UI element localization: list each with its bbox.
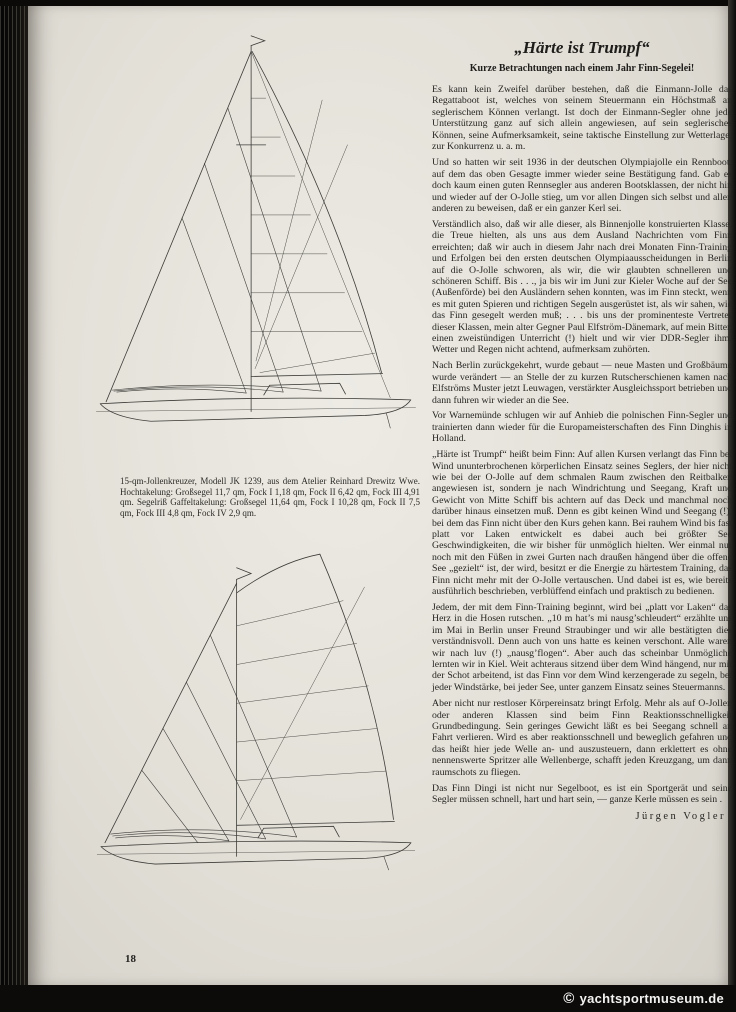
article-paragraph: Und so hatten wir seit 1936 in der deutschen Olympiajolle ein Rennboot, auf dem das oben Gesagte immer wieder seine Bestätigung fand. Gab es doch kaum einen guten Rennsegler aus anderen Bootsklassen, der nicht hin und wieder auf der O-Jolle stieg, um vor allen Dingen sich selbst und allen anderen zu beweisen, daß er ein ganzer Kerl sei. bbox=[432, 157, 732, 215]
boom bbox=[251, 374, 382, 377]
article-body bbox=[432, 84, 732, 822]
article-paragraph: Jedem, der mit dem Finn-Training beginnt, wird bei „platt vor Laken“ das Herz in die Hosen rutschen. „10 m hat’s mi nausg’schleudert“ erzählte uns im Mai in Berlin unser Freund Straubinger und wir alle bestätigten dies verständnisvoll. Denn auch von uns hatte es keinen verschont. Alle waren wir nach luv (!) „nausg’flogen“. Aber auch das scheinbar Unmögliche lernten wir in Kiel. Weit achteraus sitzend über dem Wind hängend, nur mit der Schot arbeitend, ist das Finn vor dem Wind kerzengerade zu segeln, bei jeder Windstärke, bei jeder See, unter ganzem Einsatz seines Steuermanns. bbox=[432, 601, 732, 693]
measurement-diagonal bbox=[240, 587, 364, 819]
forestay bbox=[105, 583, 237, 843]
article-paragraph: Das Finn Dingi ist nicht nur Segelboot, es ist ein Sportgerät und seine Segler müssen schnell, hart und hart sein, — ganze Kerle müssen es sein . bbox=[432, 783, 732, 806]
author-signature: Jürgen Vogler bbox=[635, 810, 726, 822]
article-subtitle: Kurze Betrachtungen nach einem Jahr Finn-Segelei! bbox=[469, 63, 695, 74]
hull bbox=[97, 826, 415, 870]
book-binding-edge bbox=[0, 0, 28, 1012]
page-number: 18 bbox=[125, 953, 136, 965]
article-title: „Härte ist Trumpf“ bbox=[514, 38, 650, 57]
forestay bbox=[106, 51, 251, 401]
article-paragraph: Es kann kein Zweifel darüber bestehen, daß die Einmann-Jolle das Regattaboot ist, welches von seinem Steuermann ein Höchstmaß an seglerischem Können verlangt. Ist doch der Einmann-Segler ohne jede Unterstützung ganz auf sich allein angewiesen, auf sein seglerisches Können, seine Aufmerksamkeit, seine taktische Einstellung zur Wetterlage, zur Konkurrenz u. a. m. bbox=[432, 84, 732, 153]
copyright-icon: © bbox=[563, 989, 575, 1007]
article-paragraph: Vor Warnemünde schlugen wir auf Anhieb die polnischen Finn-Segler und trainierten dann wieder für die Europameisterschaften des Finn Dinghis in Holland. bbox=[432, 410, 732, 445]
foresails bbox=[112, 108, 321, 393]
article-paragraph: „Härte ist Trumpf“ heißt beim Finn: Auf allen Kursen verlangt das Finn bei Wind ununterbrochenen körperlichen Einsatz seines Seglers, der hier nicht wie bei der O-Jolle auf dem schmalen Raum zwischen den Reitbalken angewiesen ist, sondern je nach Windrichtung und Seegang, Kraft und Gewicht von Mitte Schiff bis achtern auf das Deck und manchmal noch darüber hinaus einsetzen muß. Denn es gibt keinen Wind und Seegang (!), bei dem das Finn nicht über den Kurs gehen kann. Bei rauhem Wind bis fast platt vor Laken entwickelt es dabei auch bei größter See Geschwindigkeiten, die wir bisher für unmöglich hielten. Wer einmal nur noch mit den Füßen in zwei Gurten nach draußen hängend über die offene See „gezielt“ ist, der wird, besitzt er die Energie zu härtestem Training, das Finn nicht mehr mit der O-Jolle vertauschen. Und dabei ist es, wie bereits ausführlich beschrieben, verblüffend einfach und praktisch zu bedienen. bbox=[432, 449, 732, 598]
boom bbox=[237, 821, 395, 825]
figure-caption: 15-qm-Jollenkreuzer, Modell JK 1239, aus dem Atelier Reinhard Drewitz Wwe. Hochtakelung: Großsegel 11,7 qm, Fock I 1,18 qm, Fock II 6,42 qm, Fock III 4,91 qm. Segelriß Gaffeltakelung: Großsegel 11,64 qm, Fock I 10,28 qm, Fock II 7,5 qm, Fock III 4,8 qm, Fock IV 2,9 qm. bbox=[120, 476, 420, 519]
figure-column bbox=[66, 30, 426, 897]
article-paragraph: Nach Berlin zurückgekehrt, wurde gebaut — neue Masten und Großbäume wurde verändert — an Stelle der zu kurzen Rutscherschienen kamen nach Elfströms Muster jetzt Leuwagen, verstärkter Ausgleichssport betrieben und dann fuhren wir wieder an die See. bbox=[432, 360, 732, 406]
mainsail-leech bbox=[252, 51, 381, 372]
watermark-text: yachtsportmuseum.de bbox=[579, 990, 724, 1006]
article-paragraph: Aber nicht nur restloser Körpereinsatz bringt Erfolg. Mehr als auf O-Jollen oder anderen Klassen sind beim Finn Reaktionsschnelligkeit Grundbedingung. Sein geringes Gewicht läßt es bei Seegang schnell an Fahrt verlieren. Wird es aber reaktionsschnell und beweglich gefahren und das heißt hier jede Welle an- und auszusteuern, dann erklettert es ohne nennenswerte Spritzer alle Wellenberge, schafft jeden Kreuzgang, um dann raumschots zu fliegen. bbox=[432, 698, 732, 778]
masthead-pennant bbox=[237, 568, 252, 580]
article-paragraph: Verständlich also, daß wir alle dieser, als Binnenjolle konstruierten Klasse, die Treue hielten, als uns aus dem Ausland Nachrichten vom Finn erreichten; daß wir auch in diesem Jahr nach drei Monaten Finn-Training und Erfolgen bei den ersten deutschen Olympiaausscheidungen in Berlin auf die O-Jolle schworen, als wir, die wir glaubten schnelleren und schöneren Schiff. Bis . . ., ja bis wir im Juni zur Kieler Woche auf der See (Außenförde) bei den Ausländern sehen konnten, was im Finn steckt, wenn es mit guten Spieren und richtigen Segeln ausgerüstet ist, als wir sahen, wie das Finn gesegelt werden muß; . . . bis uns der prominenteste Vertreter dieser Klassen, mein alter Gegner Paul Elfström-Dänemark, auf mein Bitten einen zweistündigen Unterricht (!) hielt und wir vier DDR-Segler ihm, Wetter und Regen nicht achtend, aufmerksam zuhörten. bbox=[432, 218, 732, 356]
sailplan-drawing-hochtakelung bbox=[88, 30, 423, 468]
mainsail-seams bbox=[237, 600, 386, 780]
watermark bbox=[563, 988, 724, 1008]
gaff-spar bbox=[237, 554, 320, 593]
backstay bbox=[251, 51, 390, 398]
article-column bbox=[432, 38, 732, 822]
magazine-page bbox=[28, 6, 732, 985]
masthead-pennant bbox=[251, 36, 265, 46]
mainsail-seams bbox=[251, 98, 362, 332]
mainsail-leech bbox=[320, 554, 394, 819]
sailplan-drawing-gaffeltakelung bbox=[88, 529, 423, 897]
